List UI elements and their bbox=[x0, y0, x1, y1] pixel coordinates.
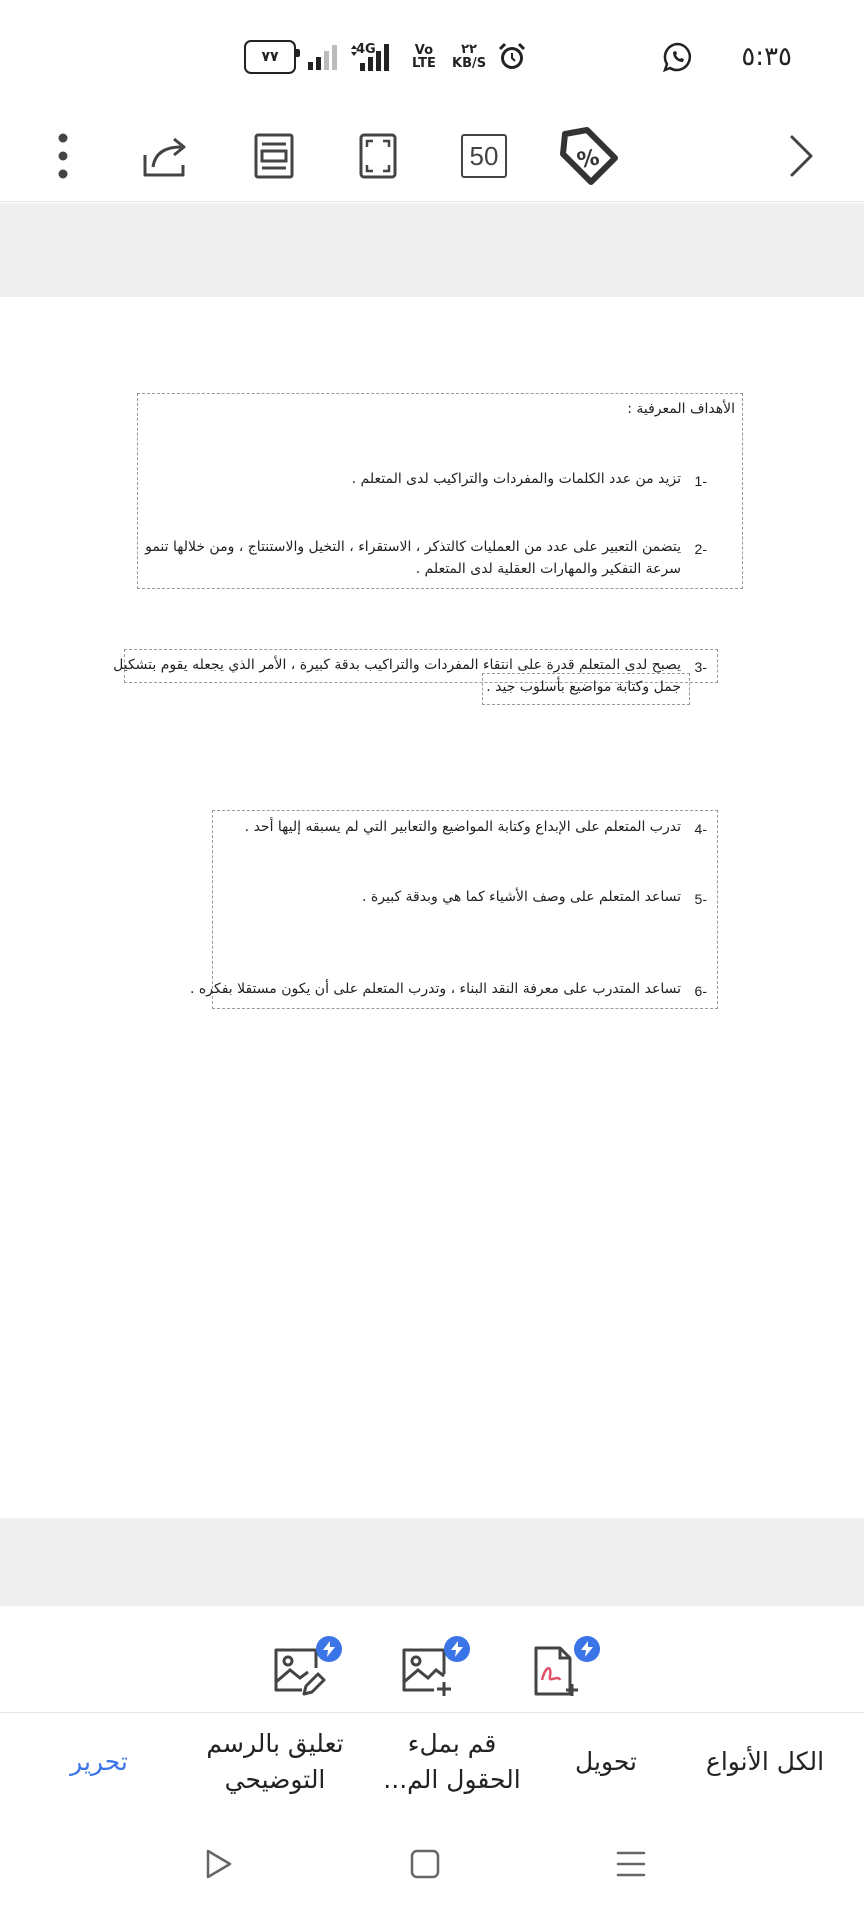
bottom-tab-bar bbox=[0, 1712, 864, 1810]
back-triangle-icon bbox=[204, 1848, 234, 1880]
section-heading: الأهداف المعرفية : bbox=[627, 401, 735, 417]
list-item-number: -2 bbox=[694, 541, 707, 557]
tab-convert[interactable]: تحويل bbox=[575, 1747, 637, 1776]
list-item-text: تساعد المتدرب على معرفة النقد البناء ، وتدرب المتعلم على أن يكون مستقلا بفكره . bbox=[190, 981, 681, 997]
document-toolbar bbox=[0, 110, 864, 202]
list-item-text: جمل وكتابة مواضيع بأسلوب جيد . bbox=[486, 679, 681, 695]
fit-screen-icon bbox=[359, 133, 397, 179]
insert-image-tool-button[interactable] bbox=[400, 1636, 470, 1696]
nav-recents-button[interactable] bbox=[609, 1842, 653, 1886]
tab-annot-line1: تعليق بالرسم bbox=[206, 1729, 344, 1758]
battery-level: ٧٧ bbox=[261, 49, 279, 65]
share-icon bbox=[141, 133, 191, 179]
list-item-number: -6 bbox=[694, 983, 707, 999]
signal-4g-icon bbox=[350, 40, 402, 74]
ai-lightning-badge bbox=[444, 1636, 470, 1662]
page-gap-top bbox=[0, 203, 864, 297]
list-item-number: -4 bbox=[694, 821, 707, 837]
text-box-3[interactable] bbox=[212, 810, 718, 1009]
list-item-text: تساعد المتعلم على وصف الأشياء كما هي وبدقة كبيرة . bbox=[362, 889, 681, 905]
recents-menu-icon bbox=[616, 1849, 646, 1879]
text-box-1[interactable] bbox=[137, 393, 743, 589]
nav-home-button[interactable] bbox=[403, 1842, 447, 1886]
list-item-number: -5 bbox=[694, 891, 707, 907]
zoom-level-icon: 50 bbox=[461, 134, 507, 178]
edit-image-tool-button[interactable] bbox=[272, 1636, 342, 1696]
signature-tool-button[interactable] bbox=[530, 1636, 600, 1696]
discount-promo-button[interactable] bbox=[552, 110, 626, 202]
system-nav-bar bbox=[0, 1810, 864, 1920]
volte-top: Vo bbox=[414, 43, 434, 58]
list-item-text: تدرب المتعلم على الإبداع وكتابة المواضيع والتعابير التي لم يسبقه إليها أحد . bbox=[244, 819, 681, 835]
page-layout-icon bbox=[254, 133, 294, 179]
home-square-icon bbox=[410, 1849, 440, 1879]
share-button[interactable] bbox=[136, 110, 196, 202]
list-item-text: يصبح لدى المتعلم قدرة على انتقاء المفردات والتراكيب بدقة كبيرة ، الأمر الذي يجعله يقوم بتشكيل bbox=[113, 657, 681, 673]
ai-lightning-badge bbox=[574, 1636, 600, 1662]
page-layout-button[interactable] bbox=[246, 110, 302, 202]
list-item-text: تزيد من عدد الكلمات والمفردات والتراكيب لدى المتعلم . bbox=[351, 471, 681, 487]
list-item-text: يتضمن التعبير على عدد من العمليات كالتذكر ، الاستقراء ، التخيل والاستنتاج ، ومن خلالها تنمو bbox=[145, 539, 681, 555]
clock: ٥:٣٥ bbox=[741, 42, 792, 72]
svg-text:%: % bbox=[574, 145, 602, 175]
network-speed-value: ٢٢ bbox=[461, 42, 477, 57]
fit-screen-button[interactable] bbox=[350, 110, 406, 202]
more-options-button[interactable] bbox=[40, 110, 86, 202]
zoom-level-button[interactable] bbox=[456, 110, 512, 202]
tab-all-types[interactable]: الكل الأنواع bbox=[705, 1747, 825, 1776]
discount-tag-icon bbox=[557, 124, 621, 188]
tab-fill-line1: قم بملء bbox=[407, 1729, 497, 1758]
alarm-icon bbox=[496, 40, 528, 74]
next-page-button[interactable] bbox=[776, 110, 826, 202]
svg-text:4G: 4G bbox=[356, 42, 376, 57]
tab-annot-line2: التوضيحي bbox=[224, 1765, 326, 1794]
page-gap-bottom bbox=[0, 1518, 864, 1606]
ai-lightning-badge bbox=[316, 1636, 342, 1662]
status-bar bbox=[0, 0, 864, 110]
nav-back-button[interactable] bbox=[197, 1842, 241, 1886]
list-item-number: -1 bbox=[694, 473, 707, 489]
chevron-right-icon bbox=[787, 133, 815, 179]
signal-sim2-icon bbox=[306, 40, 342, 74]
battery-indicator bbox=[244, 40, 296, 74]
tab-fill-line2: الحقول الم... bbox=[383, 1765, 521, 1794]
tab-edit[interactable]: تحرير bbox=[70, 1747, 128, 1776]
whatsapp-icon bbox=[662, 40, 694, 74]
volte-indicator bbox=[412, 40, 436, 74]
network-speed bbox=[452, 40, 486, 74]
tab-annotate-drawing[interactable] bbox=[196, 1713, 354, 1811]
list-item-text: سرعة التفكير والمهارات العقلية لدى المتعلم . bbox=[415, 561, 681, 577]
document-page[interactable] bbox=[0, 297, 864, 1518]
quick-tools-row bbox=[0, 1606, 864, 1712]
more-vertical-icon bbox=[57, 132, 69, 180]
volte-bottom: LTE bbox=[412, 56, 436, 71]
list-item-number: -3 bbox=[694, 659, 707, 675]
network-speed-unit: KB/S bbox=[452, 56, 487, 71]
tab-fill-fields[interactable] bbox=[376, 1713, 528, 1811]
